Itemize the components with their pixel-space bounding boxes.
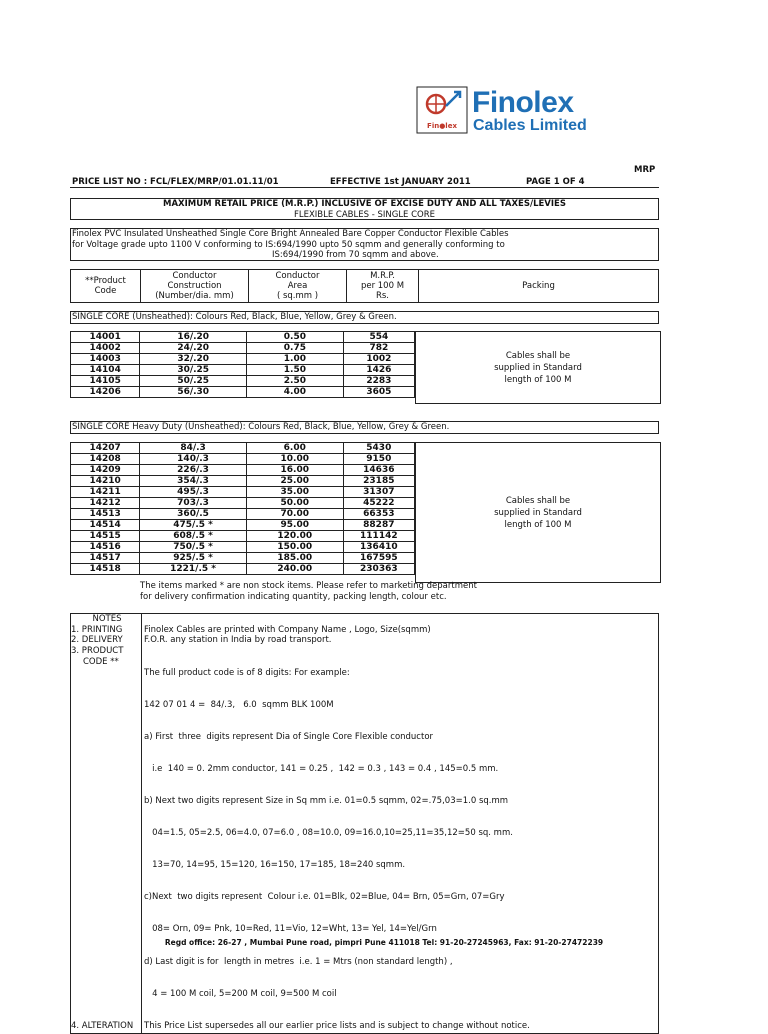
mrp-value: 782 [343,343,414,354]
table-row [71,520,415,531]
table-row [71,553,415,564]
table-row [71,365,415,376]
col-construction-header: Conductor Construction (Number/dia. mm) [141,270,249,303]
product-code: 14212 [71,498,140,509]
table-row [71,498,415,509]
conductor-area: 1.50 [247,365,344,376]
conductor-area: 50.00 [246,498,343,509]
emblem-text: Fin●lex [427,122,457,130]
conductor-construction: 703/.3 [140,498,247,509]
col-code-header: **Product Code [71,270,141,303]
notes-table [70,613,659,1034]
section2-packing: Cables shall be supplied in Standard length of 100 M [415,442,661,583]
finolex-emblem-icon [416,86,468,134]
conductor-area: 35.00 [246,487,343,498]
table-row [71,509,415,520]
mrp-value: 23185 [343,476,414,487]
logo-brand: Finolex [472,86,574,119]
mrp-value: 9150 [343,454,414,465]
non-stock-footnote [140,581,477,602]
conductor-area: 240.00 [246,564,343,575]
table-row [71,354,415,365]
mrp-value: 3605 [343,387,414,398]
price-list-header [70,177,659,188]
product-code: 14206 [71,387,140,398]
section1-heading: SINGLE CORE (Unsheathed): Colours Red, Black, Blue, Yellow, Grey & Green. [70,311,659,324]
table-row [71,564,415,575]
product-code-label: 3. PRODUCT CODE ** [71,646,142,1021]
conductor-construction: 140/.3 [140,454,247,465]
conductor-area: 16.00 [246,465,343,476]
conductor-construction: 56/.30 [140,387,247,398]
product-code: 14514 [71,520,140,531]
product-code: 14516 [71,542,140,553]
product-code: 14513 [71,509,140,520]
mrp-value: 5430 [343,443,414,454]
conductor-construction: 50/.25 [140,376,247,387]
column-header-table [70,269,659,303]
conductor-construction: 30/.25 [140,365,247,376]
mrp-value: 230363 [343,564,414,575]
conductor-area: 6.00 [246,443,343,454]
product-code: 14105 [71,376,140,387]
table-row [71,332,415,343]
table-row [71,542,415,553]
conductor-area: 2.50 [247,376,344,387]
table-row [71,465,415,476]
mrp-value: 14636 [343,465,414,476]
mrp-value: 136410 [343,542,414,553]
mrp-value: 1426 [343,365,414,376]
conductor-construction: 1221/.5 * [140,564,247,575]
col-packing-header: Packing [419,270,659,303]
logo-subtitle: Cables Limited [473,117,587,134]
conductor-area: 25.00 [246,476,343,487]
footnote-line-2: for delivery confirmation indicating quantity, packing length, colour etc. [140,591,447,602]
table-row [71,487,415,498]
product-code: 14207 [71,443,140,454]
printing-text: Finolex Cables are printed with Company Name , Logo, Size(sqmm) [144,624,431,635]
conductor-construction: 360/.5 [140,509,247,520]
conductor-area: 10.00 [246,454,343,465]
conductor-construction: 750/.5 * [140,542,247,553]
conductor-area: 4.00 [247,387,344,398]
conductor-construction: 354/.3 [140,476,247,487]
conductor-construction: 608/.5 * [140,531,247,542]
product-code: 14003 [71,354,140,365]
conductor-area: 70.00 [246,509,343,520]
product-code: 14209 [71,465,140,476]
alteration-label: 4. ALTERATION [71,1021,142,1034]
conductor-construction: 475/.5 * [140,520,247,531]
col-mrp-header: M.R.P. per 100 M Rs. [347,270,419,303]
title-line-2: FLEXIBLE CABLES - SINGLE CORE [293,209,436,220]
conductor-construction: 495/.3 [140,487,247,498]
product-code: 14517 [71,553,140,564]
description-line-1: Finolex PVC Insulated Unsheathed Single Core Bright Annealed Bare Copper Conductor Flexible Cables [72,229,509,239]
product-code: 14104 [71,365,140,376]
delivery-text: F.O.R. any station in India by road transport. [144,635,332,646]
title-line-1: MAXIMUM RETAIL PRICE (M.R.P.) INCLUSIVE OF EXCISE DUTY AND ALL TAXES/LEVIES [163,199,566,209]
table-row [71,476,415,487]
conductor-construction: 84/.3 [140,443,247,454]
section2-heading: SINGLE CORE Heavy Duty (Unsheathed): Colours Red, Black, Blue, Yellow, Grey & Green. [70,421,659,434]
conductor-construction: 24/.20 [140,343,247,354]
mrp-value: 554 [343,332,414,343]
mrp-value: 167595 [343,553,414,564]
table-row [71,387,415,398]
conductor-construction: 226/.3 [140,465,247,476]
notes-heading: NOTES [71,614,142,625]
section1-packing: Cables shall be supplied in Standard length of 100 M [415,331,661,404]
table-row [71,454,415,465]
product-code: 14208 [71,454,140,465]
description-line-3: IS:694/1990 from 70 sqmm and above. [272,250,439,260]
conductor-area: 185.00 [246,553,343,564]
col-area-header: Conductor Area ( sq.mm ) [249,270,347,303]
description-line-2: for Voltage grade upto 1100 V conforming to IS:694/1990 upto 50 sqmm and generally conforming to [72,239,505,250]
mrp-value: 66353 [343,509,414,520]
section2-table [70,442,415,575]
conductor-area: 150.00 [246,542,343,553]
table-row [71,343,415,354]
printing-label: 1. PRINTING [71,625,142,636]
conductor-area: 0.75 [247,343,344,354]
product-code: 14515 [71,531,140,542]
title-box [70,198,659,220]
footnote-line-1: The items marked * are non stock items. Please refer to marketing department [140,581,477,591]
conductor-construction: 16/.20 [140,332,247,343]
product-code: 14211 [71,487,140,498]
mrp-value: 111142 [343,531,414,542]
effective-date: EFFECTIVE 1st JANUARY 2011 [330,177,471,187]
mrp-value: 31307 [343,487,414,498]
product-code: 14210 [71,476,140,487]
product-code: 14002 [71,343,140,354]
description-box [70,228,659,261]
table-row [71,531,415,542]
mrp-value: 2283 [343,376,414,387]
table-row [71,376,415,387]
mrp-value: 45222 [343,498,414,509]
section1-table [70,331,415,398]
alteration-text: This Price List supersedes all our earlier price lists and is subject to change without notice. [144,1020,530,1031]
mrp-label: MRP [634,165,656,175]
mrp-value: 88287 [343,520,414,531]
table-row [71,443,415,454]
footer-address: Regd office: 26-27 , Mumbai Pune road, pimpri Pune 411018 Tel: 91-20-27245963, Fax: 91-20-27472239 [164,938,604,947]
mrp-value: 1002 [343,354,414,365]
conductor-construction: 32/.20 [140,354,247,365]
product-code: 14001 [71,332,140,343]
product-code: 14518 [71,564,140,575]
conductor-area: 120.00 [246,531,343,542]
conductor-area: 95.00 [246,520,343,531]
conductor-area: 0.50 [247,332,344,343]
page-number: PAGE 1 OF 4 [526,177,585,187]
conductor-construction: 925/.5 * [140,553,247,564]
price-list-number: PRICE LIST NO : FCL/FLEX/MRP/01.01.11/01 [72,177,279,187]
conductor-area: 1.00 [247,354,344,365]
product-code-text: The full product code is of 8 digits: For example: 142 07 01 4 = 84/.3, 6.0 sqmm BLK 100M a) First three digits represent Dia of Single Core Flexible conductor i.e 140 = 0. 2mm conductor, 141 = 0.25 , 142 = 0.3 , 143 = 0.4 , 145=0.5 mm. b) Next two digits represent Size in Sq mm i.e. 01=0.5 sqmm, 02=.75,03=1.0 sq.mm 04=1.5, 05=2.5, 06=4.0, 07=6.0 , 08=10.0, 09=16.0,10=25,11=35,12=50 sq. mm. 13=70, 14=95, 15=120, 16=150, 17=185, 18=240 sqmm. c)Next two digits represent Colour i.e. 01=Blk, 02=Blue, 04= Brn, 05=Grn, 07=Gry 08= Orn, 09= Pnk, 10=Red, 11=Vio, 12=Wht, 13= Yel, 14=Yel/Grn d) Last digit is for length in metres i.e. 1 = Mtrs (non standard length) , 4 = 100 M coil, 5=200 M coil, 9=500 M coil [144,667,513,999]
delivery-label: 2. DELIVERY [71,635,142,646]
